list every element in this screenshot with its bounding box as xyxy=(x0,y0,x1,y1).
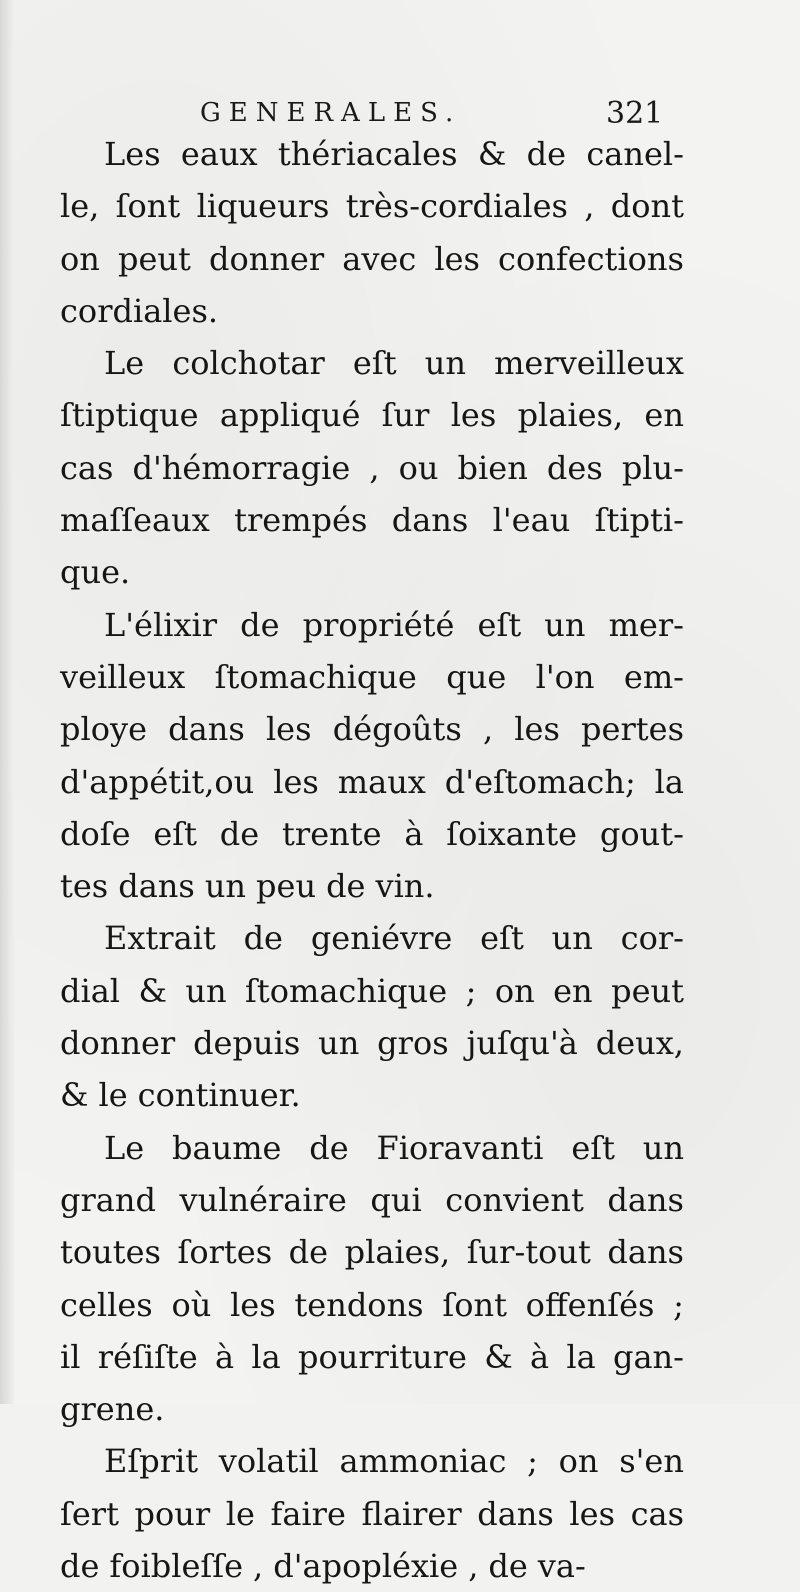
text-line: ſert pour le faire flairer dans les cas xyxy=(60,1494,684,1533)
text-line: toutes ſortes de plaies, ſur-tout dans xyxy=(60,1233,684,1272)
text-line: Eſprit volatil ammoniac ; on s'en xyxy=(104,1442,684,1481)
text-line: que. xyxy=(60,553,131,592)
text-line: dial & un ſtomachique ; on en peut xyxy=(60,971,684,1010)
text-line: cas d'hémorragie , ou bien des plu- xyxy=(60,448,684,487)
text-line: grand vulnéraire qui convient dans xyxy=(60,1180,684,1219)
paragraph xyxy=(60,1435,684,1592)
text-line: il réſiſte à la pourriture & à la gan- xyxy=(60,1337,684,1376)
text-line: Les eaux thériacales & de canel- xyxy=(104,135,684,173)
page-gutter-edge xyxy=(0,0,14,1404)
paragraph xyxy=(60,337,684,598)
text-line: donner depuis un gros juſqu'à deux, xyxy=(60,1024,684,1063)
text-line: le, ſont liqueurs très-cordiales , dont xyxy=(60,187,684,226)
text-line: celles où les tendons ſont offenſés ; xyxy=(60,1285,684,1324)
text-line: L'élixir de propriété eſt un mer- xyxy=(104,605,684,644)
text-line: veilleux ſtomachique que l'on em- xyxy=(60,657,684,696)
text-line: d'appétit,ou les maux d'eſtomach; la xyxy=(60,762,684,801)
text-line: Le baume de Fioravanti eſt un xyxy=(104,1128,684,1167)
text-line: tes dans un peu de vin. xyxy=(60,867,435,906)
text-line: de foibleſſe , d'apopléxie , de va- xyxy=(60,1547,586,1586)
paragraph xyxy=(60,912,684,1121)
paragraph xyxy=(60,1122,684,1436)
body-text xyxy=(60,128,684,1592)
text-line: maſſeaux trempés dans l'eau ſtipti- xyxy=(60,501,684,540)
text-line: grene. xyxy=(60,1390,165,1429)
text-line: ſtiptique appliqué ſur les plaies, en xyxy=(60,396,684,435)
paragraph xyxy=(60,128,684,337)
text-line: Le colchotar eſt un merveilleux xyxy=(104,344,684,383)
text-line: ploye dans les dégoûts , les pertes xyxy=(60,710,684,749)
page-number: 321 xyxy=(606,96,664,131)
running-head: GENERALES. xyxy=(200,98,462,128)
text-line: Extrait de geniévre eſt un cor- xyxy=(104,919,684,958)
paragraph xyxy=(60,599,684,913)
text-line: & le continuer. xyxy=(60,1076,301,1115)
text-line: on peut donner avec les confections xyxy=(60,239,684,278)
text-line: doſe eſt de trente à ſoixante gout- xyxy=(60,814,684,853)
text-line: cordiales. xyxy=(60,291,219,330)
